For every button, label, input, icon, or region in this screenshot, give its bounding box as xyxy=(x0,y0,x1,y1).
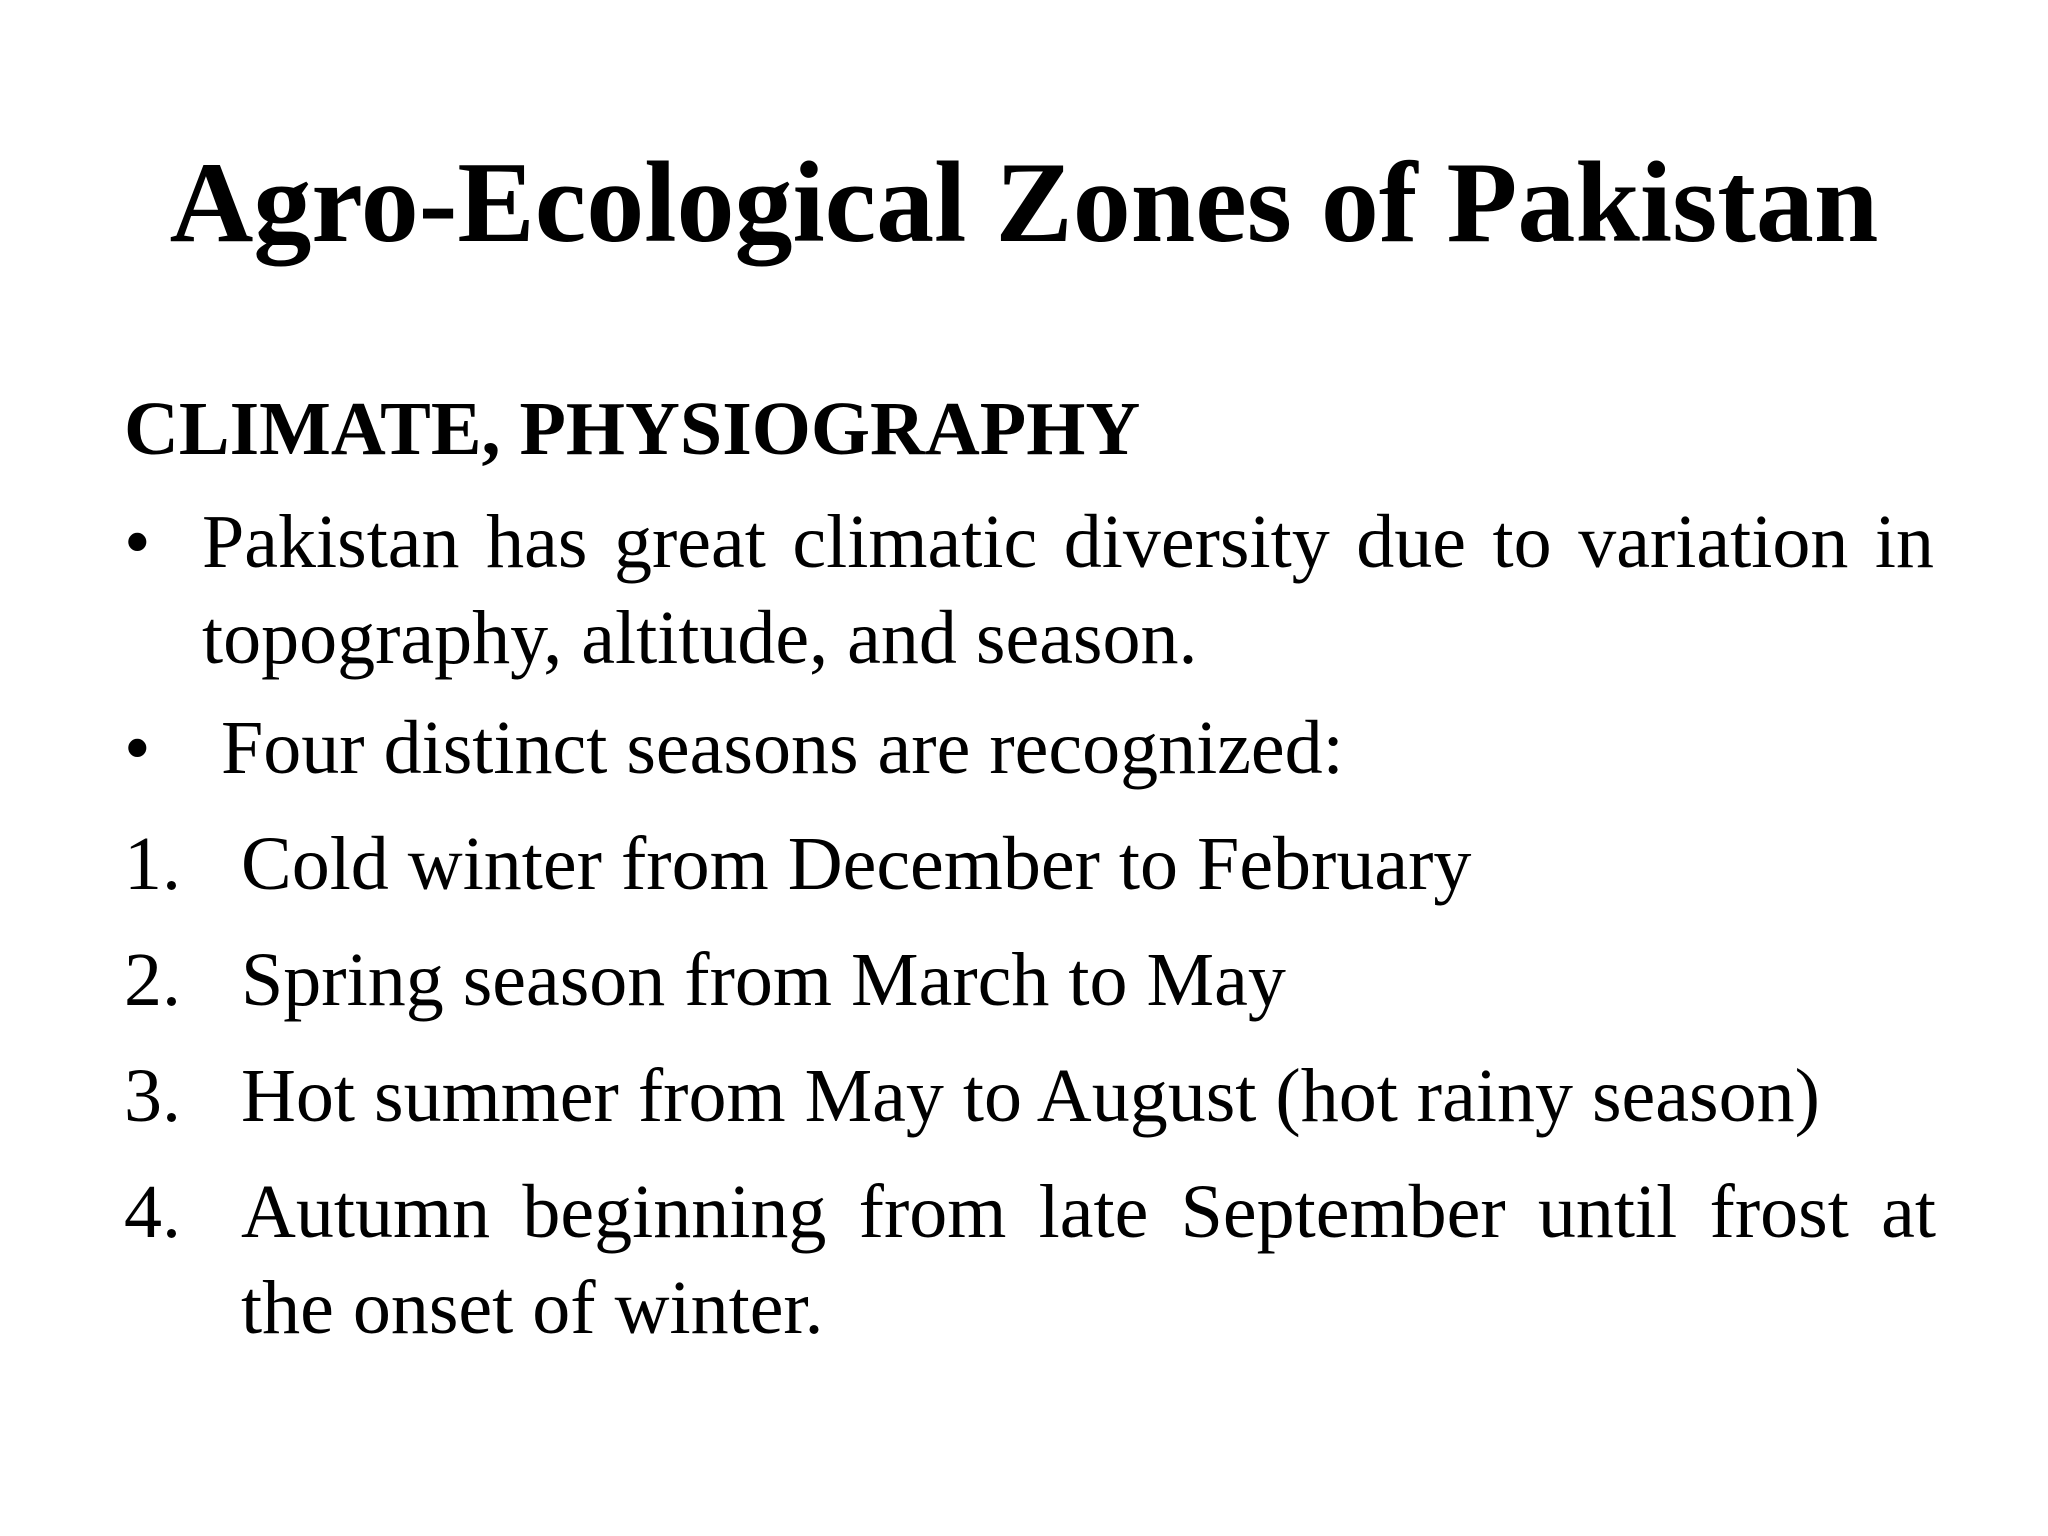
numbered-item-text: Hot summer from May to August (hot rainy season) xyxy=(241,1054,1820,1138)
number-marker: 3. xyxy=(124,1054,181,1138)
numbered-item-text: Spring season from March to May xyxy=(241,938,1286,1022)
numbered-item-text: Autumn beginning from late September until frost at the onset of winter. xyxy=(241,1170,1936,1350)
bullet-text: Four distinct seasons are recognized: xyxy=(221,706,1344,790)
section-heading: CLIMATE, PHYSIOGRAPHY xyxy=(124,387,1141,471)
slide-title: Agro-Ecological Zones of Pakistan xyxy=(169,139,1879,267)
bullet-item xyxy=(124,700,1934,796)
numbered-item xyxy=(124,932,1936,1028)
numbered-item-text: Cold winter from December to February xyxy=(241,822,1472,906)
bullet-marker: • xyxy=(124,706,151,790)
numbered-item xyxy=(124,1164,1936,1356)
numbered-item xyxy=(124,816,1936,912)
number-marker: 4. xyxy=(124,1170,181,1254)
numbered-item xyxy=(124,1048,1936,1144)
number-marker: 2. xyxy=(124,938,181,1022)
bullet-item xyxy=(124,494,1934,686)
bullet-marker: • xyxy=(124,500,151,584)
bullet-text: Pakistan has great climatic diversity due to variation in topography, altitude, and season. xyxy=(202,500,1934,680)
number-marker: 1. xyxy=(124,822,181,906)
